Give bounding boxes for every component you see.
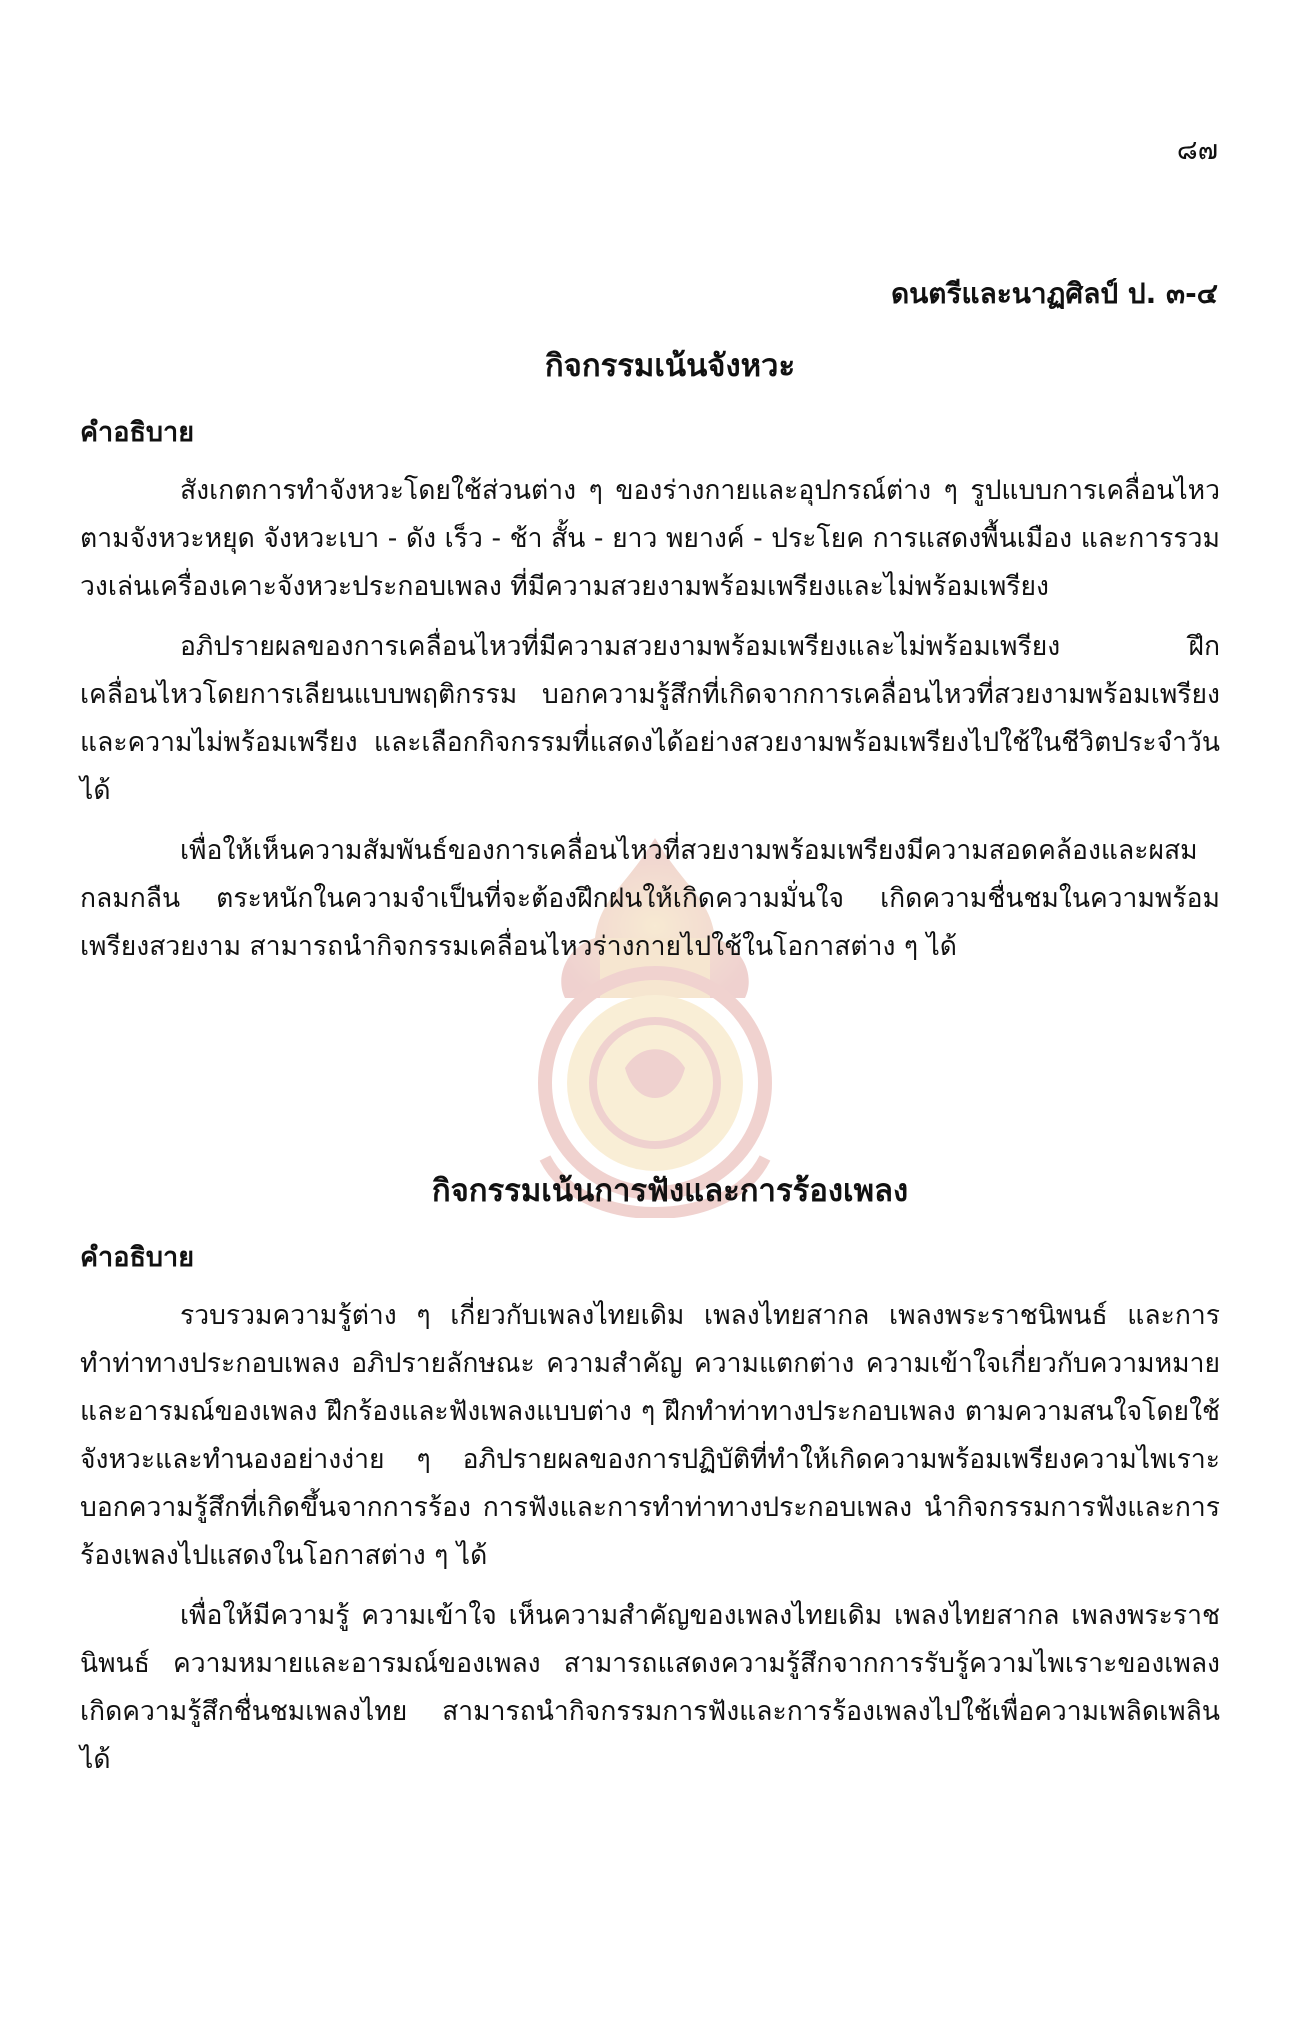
- paragraph: สังเกตการทำจังหวะโดยใช้ส่วนต่าง ๆ ของร่างกายและอุปกรณ์ต่าง ๆ รูปแบบการเคลื่อนไหวตามจังหวะหยุด จังหวะเบา - ดัง เร็ว - ช้า สั้น - ยาว พยางค์ - ประโยค การแสดงพื้นเมือง และการรวมวงเล่นเครื่องเคาะจังหวะประกอบเพลง ที่มีความสวยงามพร้อมเพรียงและไม่พร้อมเพรียง: [80, 475, 1220, 602]
- section-heading: กิจกรรมเน้นการฟังและการร้องเพลง: [431, 1173, 909, 1209]
- paragraph: เพื่อให้มีความรู้ ความเข้าใจ เห็นความสำคัญของเพลงไทยเดิม เพลงไทยสากล เพลงพระราชนิพนธ์ ความหมายและอารมณ์ของเพลง สามารถแสดงความรู้สึกจากการรับรู้ความไพเราะของเพลง เกิดความรู้สึกชื่นชมเพลงไทย สามารถนำกิจกรรมการฟังและการร้องเพลงไปใช้เพื่อความเพลิดเพลินได้: [80, 1600, 1220, 1775]
- description-label: คำอธิบาย: [80, 1242, 195, 1273]
- page-number: ๘๗: [1176, 135, 1218, 166]
- paragraph: เพื่อให้เห็นความสัมพันธ์ของการเคลื่อนไหวที่สวยงามพร้อมเพรียงมีความสอดคล้องและผสมกลมกลืน ตระหนักในความจำเป็นที่จะต้องฝึกฝนให้เกิดความมั่นใจ เกิดความชื่นชมในความพร้อมเพรียงสวยงาม สามารถนำกิจกรรมเคลื่อนไหวร่างกายไปใช้ในโอกาสต่าง ๆ ได้: [80, 835, 1220, 962]
- paragraph: อภิปรายผลของการเคลื่อนไหวที่มีความสวยงามพร้อมเพรียงและไม่พร้อมเพรียง ฝึกเคลื่อนไหวโดยการเลียนแบบพฤติกรรม บอกความรู้สึกที่เกิดจากการเคลื่อนไหวที่สวยงามพร้อมเพรียงและความไม่พร้อมเพรียง และเลือกกิจกรรมที่แสดงได้อย่างสวยงามพร้อมเพรียงไปใช้ในชีวิตประจำวันได้: [80, 631, 1220, 806]
- section-rhythm-activities: [80, 340, 1220, 983]
- section-heading: กิจกรรมเน้นจังหวะ: [544, 348, 796, 384]
- paragraph: รวบรวมความรู้ต่าง ๆ เกี่ยวกับเพลงไทยเดิม เพลงไทยสากล เพลงพระราชนิพนธ์ และการทำท่าทางประกอบเพลง อภิปรายลักษณะ ความสำคัญ ความแตกต่าง ความเข้าใจเกี่ยวกับความหมายและอารมณ์ของเพลง ฝึกร้องและฟังเพลงแบบต่าง ๆ ฝึกทำท่าทางประกอบเพลง ตามความสนใจโดยใช้จังหวะและทำนองอย่างง่าย ๆ อภิปรายผลของการปฏิบัติที่ทำให้เกิดความพร้อมเพรียงความไพเราะ บอกความรู้สึกที่เกิดขึ้นจากการร้อง การฟังและการทำท่าทางประกอบเพลง นำกิจกรรมการฟังและการร้องเพลงไปแสดงในโอกาสต่าง ๆ ได้: [80, 1300, 1220, 1571]
- section-listening-singing-activities: [80, 1165, 1220, 1796]
- course-title: ดนตรีและนาฏศิลป์ ป. ๓-๔: [890, 277, 1218, 310]
- description-label: คำอธิบาย: [80, 417, 195, 448]
